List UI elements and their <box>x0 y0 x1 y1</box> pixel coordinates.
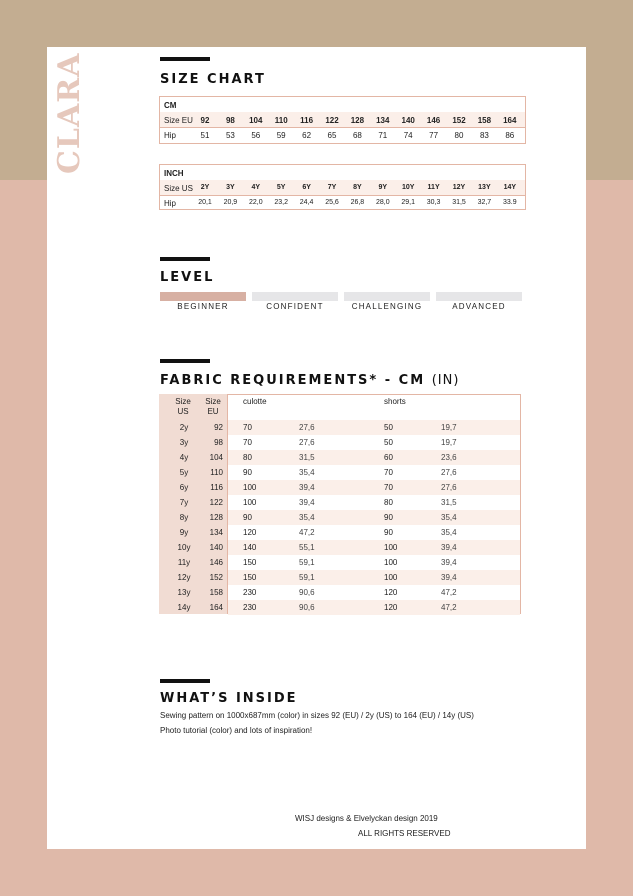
culotte-in: 39,4 <box>299 483 315 492</box>
culotte-cm: 100 <box>243 483 257 492</box>
size-eu: 122 <box>209 498 223 507</box>
table-row <box>159 570 521 585</box>
culotte-in: 59,1 <box>299 573 315 582</box>
shorts-in: 19,7 <box>441 423 457 432</box>
size-value: 13Y <box>478 184 491 191</box>
level-confident <box>252 292 338 312</box>
level-label: CHALLENGING <box>351 302 423 311</box>
head-size-us: Size US <box>175 397 191 416</box>
culotte-in: 90,6 <box>299 603 315 612</box>
level-challenging <box>344 292 430 312</box>
hip-value: 80 <box>454 131 464 140</box>
culotte-cm: 230 <box>243 588 257 597</box>
size-row-label: Size EU <box>164 116 193 125</box>
shorts-in: 39,4 <box>441 573 457 582</box>
section-bar <box>160 679 210 683</box>
size-us: 12y <box>177 573 191 582</box>
hip-value: 51 <box>200 131 210 140</box>
culotte-in: 59,1 <box>299 558 315 567</box>
hip-value: 20,9 <box>223 199 238 206</box>
shorts-cm: 70 <box>384 468 393 477</box>
head-culotte: culotte <box>243 397 267 406</box>
table-row <box>159 450 521 465</box>
table-row <box>159 480 521 495</box>
row-band <box>228 570 520 585</box>
culotte-in: 39,4 <box>299 498 315 507</box>
size-table-unit: INCH <box>164 169 184 178</box>
size-value: 158 <box>477 116 492 125</box>
fabric-title-unit: (IN) <box>431 373 460 388</box>
shorts-cm: 100 <box>384 558 398 567</box>
size-us: 7y <box>179 498 189 507</box>
shorts-cm: 120 <box>384 603 398 612</box>
row-divider <box>160 127 525 128</box>
level-advanced <box>436 292 522 312</box>
size-value: 122 <box>325 116 339 125</box>
culotte-in: 35,4 <box>299 513 315 522</box>
table-row <box>159 600 521 615</box>
level-bar <box>436 292 522 301</box>
row-band <box>228 420 520 435</box>
level-label: ADVANCED <box>452 302 506 311</box>
size-us: 14y <box>177 603 191 612</box>
hip-value: 68 <box>352 131 362 140</box>
size-value: 104 <box>249 116 263 125</box>
culotte-cm: 100 <box>243 498 257 507</box>
size-us: 3y <box>179 438 189 447</box>
hip-value: 20,1 <box>198 199 212 206</box>
row-band <box>228 510 520 525</box>
size-eu: 104 <box>209 453 223 462</box>
table-row <box>159 465 521 480</box>
table-row <box>159 435 521 450</box>
row-band <box>228 600 520 615</box>
size-us: 2y <box>179 423 189 432</box>
shorts-in: 39,4 <box>441 543 457 552</box>
hip-value: 71 <box>378 131 388 140</box>
size-value: 9Y <box>378 184 388 191</box>
size-value: 8Y <box>353 184 362 191</box>
size-value: 110 <box>274 116 288 125</box>
shorts-cm: 70 <box>384 483 393 492</box>
hip-value: 33.9 <box>502 199 517 206</box>
hip-value: 26,8 <box>350 199 365 206</box>
hip-value: 25,6 <box>325 199 339 206</box>
size-value: 116 <box>300 116 314 125</box>
hip-value: 62 <box>302 131 312 140</box>
hip-value: 86 <box>505 131 515 140</box>
size-value: 164 <box>503 116 517 125</box>
table-row <box>159 555 521 570</box>
shorts-in: 19,7 <box>441 438 457 447</box>
size-table-cm <box>159 96 526 144</box>
size-eu: 128 <box>209 513 223 522</box>
size-value: 6Y <box>302 184 311 191</box>
hip-value: 53 <box>225 131 235 140</box>
hip-value: 32,7 <box>477 199 492 206</box>
size-us: 5y <box>179 468 189 477</box>
level-beginner <box>160 292 246 312</box>
hip-row-label: Hip <box>164 131 177 140</box>
size-eu: 134 <box>209 528 223 537</box>
size-eu: 110 <box>210 468 223 477</box>
size-table-inch <box>159 164 526 210</box>
table-row <box>159 495 521 510</box>
level-bar <box>252 292 338 301</box>
hip-value: 77 <box>429 131 439 140</box>
culotte-in: 27,6 <box>299 438 315 447</box>
culotte-in: 55,1 <box>299 543 315 552</box>
culotte-in: 31,5 <box>299 453 315 462</box>
culotte-cm: 70 <box>243 423 252 432</box>
size-value: 11Y <box>427 184 440 191</box>
size-us: 8y <box>179 513 189 522</box>
shorts-in: 27,6 <box>441 483 457 492</box>
hip-value: 56 <box>251 131 261 140</box>
shorts-cm: 90 <box>384 528 393 537</box>
size-eu: 98 <box>214 438 223 447</box>
head-size-eu: Size EU <box>205 397 221 416</box>
shorts-cm: 120 <box>384 588 398 597</box>
shorts-cm: 80 <box>384 498 393 507</box>
inside-title: WHAT’S INSIDE <box>160 691 298 706</box>
size-eu: 146 <box>209 558 223 567</box>
hip-value: 23,2 <box>274 199 288 206</box>
size-us: 13y <box>177 588 191 597</box>
shorts-in: 31,5 <box>441 498 457 507</box>
section-bar <box>160 359 210 363</box>
hip-value: 83 <box>479 131 489 140</box>
fabric-title-main: FABRIC REQUIREMENTS* - CM <box>160 373 426 388</box>
head-shorts: shorts <box>384 397 406 406</box>
size-table-unit: CM <box>164 101 177 110</box>
inside-line-2: Photo tutorial (color) and lots of inspiration! <box>160 726 313 735</box>
culotte-cm: 70 <box>243 438 252 447</box>
culotte-in: 47,2 <box>299 528 315 537</box>
size-value: 14Y <box>503 184 517 191</box>
row-band <box>228 450 520 465</box>
size-us: 4y <box>179 453 189 462</box>
fabric-title <box>160 373 459 388</box>
table-row <box>159 420 521 435</box>
section-bar <box>160 57 210 61</box>
shorts-in: 47,2 <box>441 588 457 597</box>
level-bar <box>344 292 430 301</box>
brand-name: CLARA <box>52 52 87 174</box>
culotte-cm: 230 <box>243 603 257 612</box>
size-value: 134 <box>376 116 390 125</box>
size-value: 5Y <box>276 184 286 191</box>
culotte-cm: 80 <box>243 453 252 462</box>
row-band <box>228 480 520 495</box>
level-bar <box>160 292 246 301</box>
size-eu: 140 <box>209 543 223 552</box>
culotte-in: 27,6 <box>299 423 315 432</box>
hip-value: 59 <box>276 131 286 140</box>
size-eu: 158 <box>209 588 223 597</box>
culotte-cm: 150 <box>243 573 257 582</box>
section-bar <box>160 257 210 261</box>
inside-line-1: Sewing pattern on 1000x687mm (color) in sizes 92 (EU) / 2y (US) to 164 (EU) / 14y (US) <box>160 711 474 720</box>
table-row <box>159 525 521 540</box>
size-eu: 152 <box>209 573 223 582</box>
hip-value: 65 <box>327 131 337 140</box>
hip-value: 28,0 <box>375 199 390 206</box>
row-divider <box>160 195 525 196</box>
culotte-cm: 90 <box>243 468 252 477</box>
shorts-cm: 90 <box>384 513 393 522</box>
shorts-in: 23,6 <box>441 453 457 462</box>
size-value: 10Y <box>401 184 415 191</box>
hip-value: 29,1 <box>401 199 415 206</box>
shorts-cm: 50 <box>384 438 393 447</box>
level-label: CONFIDENT <box>266 302 324 311</box>
culotte-in: 90,6 <box>299 588 315 597</box>
culotte-cm: 120 <box>243 528 257 537</box>
shorts-cm: 50 <box>384 423 393 432</box>
size-us: 6y <box>179 483 189 492</box>
footer-credits: WISJ designs & Elvelyckan design 2019 <box>295 814 438 823</box>
size-us: 10y <box>177 543 191 552</box>
row-band <box>228 540 520 555</box>
hip-value: 22,0 <box>248 199 263 206</box>
size-value: 92 <box>200 116 210 125</box>
size-eu: 92 <box>214 423 223 432</box>
culotte-cm: 90 <box>243 513 252 522</box>
table-row <box>159 540 521 555</box>
shorts-in: 39,4 <box>441 558 457 567</box>
size-value: 7Y <box>327 184 337 191</box>
shorts-in: 35,4 <box>441 528 457 537</box>
shorts-in: 47,2 <box>441 603 457 612</box>
size-value: 12Y <box>452 184 466 191</box>
table-row <box>159 585 521 600</box>
size-value: 152 <box>452 116 466 125</box>
size-value: 4Y <box>251 184 261 191</box>
shorts-cm: 100 <box>384 573 398 582</box>
footer-rights: ALL RIGHTS RESERVED <box>358 829 451 838</box>
hip-value: 74 <box>403 131 413 140</box>
size-value: 128 <box>350 116 365 125</box>
size-us: 11y <box>177 558 191 567</box>
shorts-cm: 100 <box>384 543 398 552</box>
culotte-cm: 150 <box>243 558 257 567</box>
level-title: LEVEL <box>160 270 215 285</box>
hip-value: 24,4 <box>299 199 314 206</box>
hip-row-label: Hip <box>164 199 177 208</box>
culotte-cm: 140 <box>243 543 257 552</box>
size-value: 3Y <box>226 184 235 191</box>
level-scale <box>160 292 522 312</box>
size-eu: 116 <box>210 483 223 492</box>
fabric-table <box>159 394 521 614</box>
shorts-in: 35,4 <box>441 513 457 522</box>
size-value: 146 <box>426 116 441 125</box>
shorts-in: 27,6 <box>441 468 457 477</box>
level-label: BEGINNER <box>177 302 229 311</box>
shorts-cm: 60 <box>384 453 393 462</box>
culotte-in: 35,4 <box>299 468 315 477</box>
size-row-label: Size US <box>164 184 193 193</box>
size-value: 98 <box>225 116 235 125</box>
hip-value: 31,5 <box>452 199 466 206</box>
hip-value: 30,3 <box>426 199 441 206</box>
table-row <box>159 510 521 525</box>
size-value: 140 <box>401 116 415 125</box>
size-eu: 164 <box>209 603 223 612</box>
size-value: 2Y <box>200 184 210 191</box>
size-us: 9y <box>179 528 189 537</box>
size-chart-title: SIZE CHART <box>160 72 266 87</box>
